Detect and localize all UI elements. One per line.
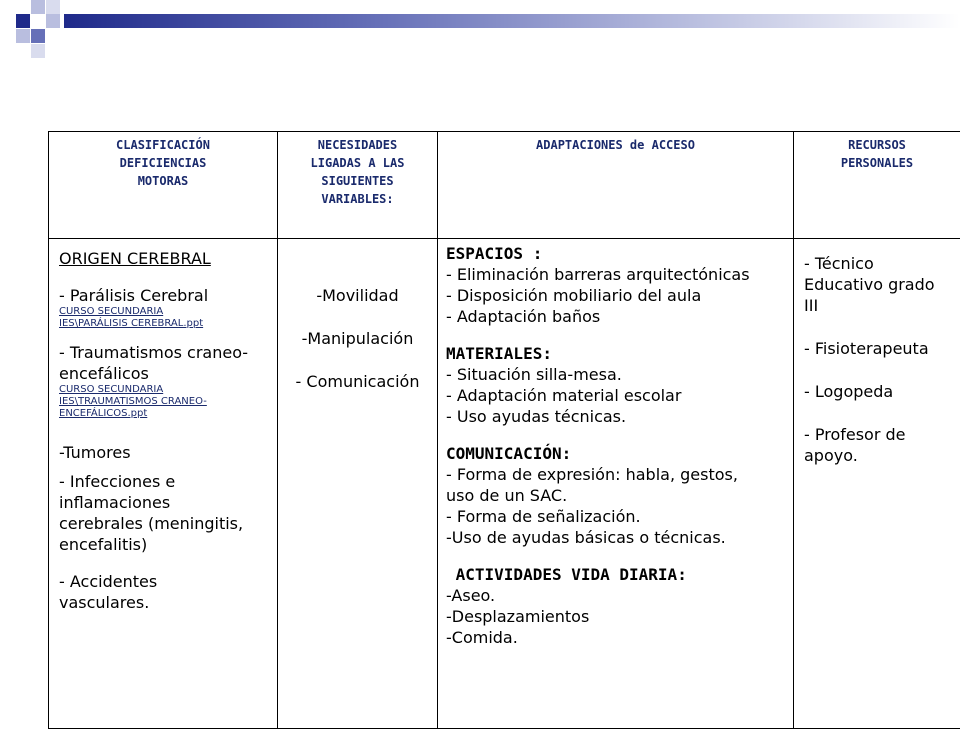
need-movilidad: -Movilidad — [278, 285, 437, 306]
item-infecciones-line4: encefalitis) — [59, 534, 269, 555]
item-paralisis: - Parálisis Cerebral — [59, 285, 269, 306]
resource-profesor-line2: apoyo. — [804, 445, 954, 466]
cell-recursos — [794, 239, 960, 729]
resource-tecnico-line1: - Técnico — [804, 253, 954, 274]
avd-title: ACTIVIDADES VIDA DIARIA: — [446, 564, 787, 585]
cell-adaptaciones — [438, 239, 794, 729]
header-recursos: RECURSOS PERSONALES — [794, 132, 960, 239]
link-paralisis-line2[interactable]: IES\PARÁLISIS CEREBRAL.ppt — [59, 318, 269, 330]
cell-necesidades — [278, 239, 438, 729]
espacios-item: - Disposición mobiliario del aula — [446, 285, 787, 306]
link-paralisis-line1[interactable]: CURSO SECUNDARIA — [59, 306, 269, 318]
resource-profesor-line1: - Profesor de — [804, 424, 954, 445]
espacios-item: - Adaptación baños — [446, 306, 787, 327]
resource-fisioterapeuta: - Fisioterapeuta — [804, 338, 954, 359]
comunicacion-item: - Forma de expresión: habla, gestos, — [446, 464, 787, 485]
need-comunicacion: - Comunicación — [278, 371, 437, 392]
materiales-item: - Situación silla-mesa. — [446, 364, 787, 385]
link-traumatismos-line1[interactable]: CURSO SECUNDARIA — [59, 384, 269, 396]
item-accidentes-line1: - Accidentes — [59, 571, 269, 592]
espacios-title: ESPACIOS : — [446, 243, 787, 264]
item-accidentes-line2: vasculares. — [59, 592, 269, 613]
cell-clasificacion — [49, 239, 278, 729]
table-body-row — [49, 239, 960, 729]
table-header-row — [49, 132, 960, 239]
header-adaptaciones: ADAPTACIONES de ACCESO — [438, 132, 794, 239]
comunicacion-item: uso de un SAC. — [446, 485, 787, 506]
adaptations-table — [48, 131, 960, 729]
avd-item: -Comida. — [446, 627, 787, 648]
materiales-item: - Uso ayudas técnicas. — [446, 406, 787, 427]
materiales-title: MATERIALES: — [446, 343, 787, 364]
header-necesidades: NECESIDADES LIGADAS A LAS SIGUIENTES VARIABLES: — [278, 132, 438, 239]
link-traumatismos-line3[interactable]: ENCEFÁLICOS.ppt — [59, 408, 269, 420]
resource-tecnico-line3: III — [804, 295, 954, 316]
comunicacion-item: -Uso de ayudas básicas o técnicas. — [446, 527, 787, 548]
espacios-item: - Eliminación barreras arquitectónicas — [446, 264, 787, 285]
comunicacion-title: COMUNICACIÓN: — [446, 443, 787, 464]
materiales-item: - Adaptación material escolar — [446, 385, 787, 406]
header-gradient-bar — [64, 14, 960, 28]
link-traumatismos-line2[interactable]: IES\TRAUMATISMOS CRANEO- — [59, 396, 269, 408]
resource-logopeda: - Logopeda — [804, 381, 954, 402]
item-traumatismos-line1: - Traumatismos craneo- — [59, 342, 269, 363]
comunicacion-item: - Forma de señalización. — [446, 506, 787, 527]
item-traumatismos-line2: encefálicos — [59, 363, 269, 384]
avd-item: -Desplazamientos — [446, 606, 787, 627]
need-manipulacion: -Manipulación — [278, 328, 437, 349]
origen-cerebral-title: ORIGEN CEREBRAL — [59, 248, 269, 269]
item-infecciones-line1: - Infecciones e — [59, 471, 269, 492]
item-tumores: -Tumores — [59, 442, 269, 463]
item-infecciones-line3: cerebrales (meningitis, — [59, 513, 269, 534]
header-clasificacion: CLASIFICACIÓN DEFICIENCIAS MOTORAS — [49, 132, 278, 239]
resource-tecnico-line2: Educativo grado — [804, 274, 954, 295]
avd-item: -Aseo. — [446, 585, 787, 606]
item-infecciones-line2: inflamaciones — [59, 492, 269, 513]
